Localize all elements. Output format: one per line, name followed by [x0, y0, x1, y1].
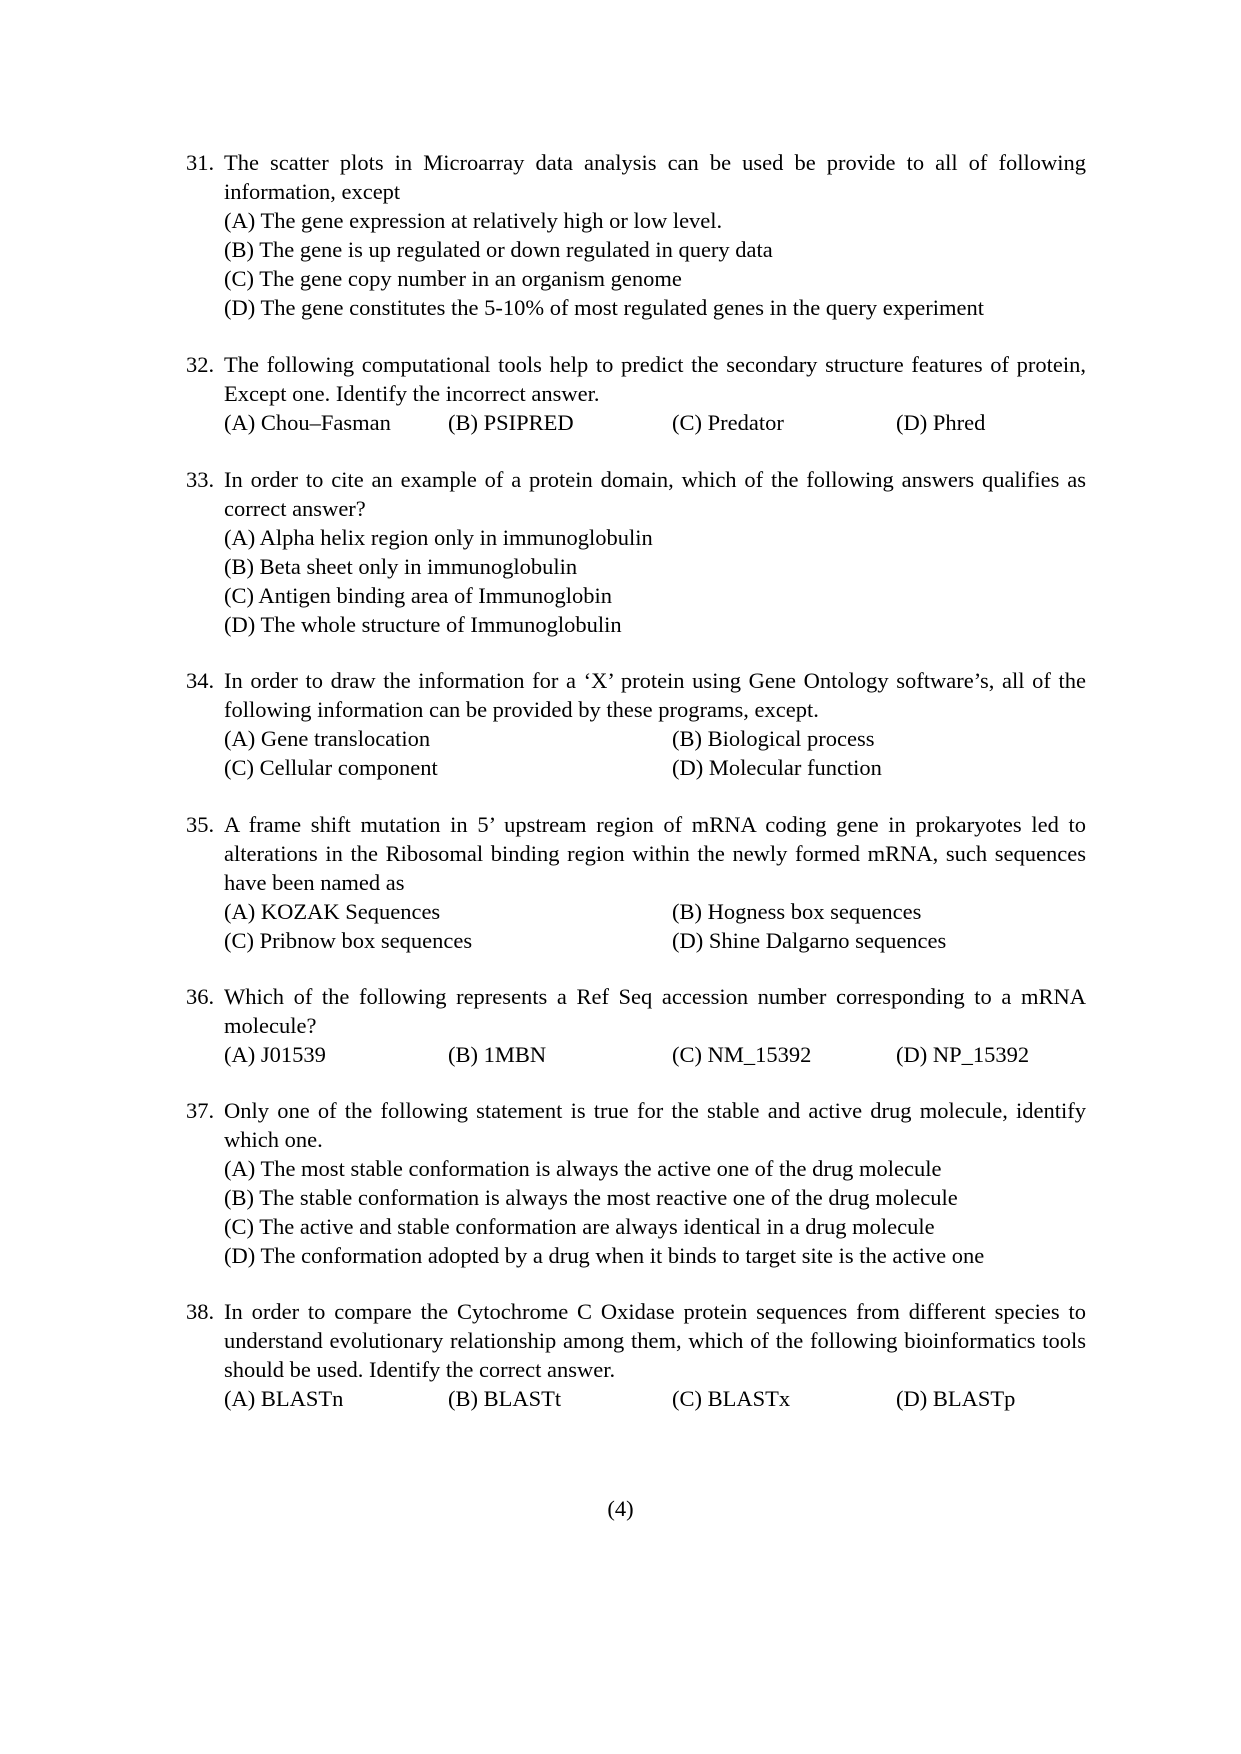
question-37 — [186, 1096, 1086, 1270]
question-32 — [186, 350, 1086, 437]
question-35 — [186, 810, 1086, 955]
option-list — [224, 1154, 1086, 1270]
question-stem: A frame shift mutation in 5’ upstream region of mRNA coding gene in prokaryotes led to alterations in the Ribosomal binding region within the newly formed mRNA, such sequences have been named as — [224, 812, 1086, 895]
option-list — [224, 408, 1086, 437]
option-list — [224, 1040, 1086, 1069]
option-d: (D) The whole structure of Immunoglobulin — [224, 612, 622, 637]
question-34 — [186, 666, 1086, 782]
option-a: (A) Alpha helix region only in immunoglobulin — [224, 525, 653, 550]
option-a: (A) J01539 — [224, 1042, 326, 1067]
option-a: (A) Chou–Fasman — [224, 410, 391, 435]
question-number: 34. — [186, 668, 215, 693]
option-a: (A) The gene expression at relatively high or low level. — [224, 208, 723, 233]
option-list — [224, 1384, 1086, 1413]
option-d: (D) NP_15392 — [896, 1042, 1030, 1067]
option-b: (B) Beta sheet only in immunoglobulin — [224, 554, 578, 579]
option-b: (B) Biological process — [672, 726, 875, 751]
page-number: (4) — [607, 1496, 634, 1521]
question-number: 35. — [186, 812, 215, 837]
option-d: (D) BLASTp — [896, 1386, 1016, 1411]
question-number: 38. — [186, 1299, 215, 1324]
option-d: (D) The conformation adopted by a drug when it binds to target site is the active one — [224, 1243, 985, 1268]
option-d: (D) Shine Dalgarno sequences — [672, 928, 947, 953]
option-c: (C) NM_15392 — [672, 1042, 812, 1067]
option-c: (C) Antigen binding area of Immunoglobin — [224, 583, 613, 608]
option-d: (D) Molecular function — [672, 755, 882, 780]
question-number: 33. — [186, 467, 215, 492]
option-a: (A) The most stable conformation is always the active one of the drug molecule — [224, 1156, 942, 1181]
question-stem: In order to draw the information for a ‘X’ protein using Gene Ontology software’s, all of the following information can be provided by these programs, except. — [224, 668, 1086, 722]
option-c: (C) BLASTx — [672, 1386, 791, 1411]
option-d: (D) Phred — [896, 410, 986, 435]
option-c: (C) The gene copy number in an organism genome — [224, 266, 682, 291]
option-list — [224, 724, 1086, 782]
option-a: (A) KOZAK Sequences — [224, 899, 441, 924]
question-stem: Only one of the following statement is true for the stable and active drug molecule, identify which one. — [224, 1098, 1086, 1152]
option-d: (D) The gene constitutes the 5-10% of most regulated genes in the query experiment — [224, 295, 984, 320]
option-b: (B) 1MBN — [448, 1042, 547, 1067]
question-number: 36. — [186, 984, 215, 1009]
question-stem: In order to cite an example of a protein domain, which of the following answers qualifies as correct answer? — [224, 467, 1086, 521]
question-number: 37. — [186, 1098, 215, 1123]
option-b: (B) BLASTt — [448, 1386, 562, 1411]
option-b: (B) PSIPRED — [448, 410, 574, 435]
option-b: (B) Hogness box sequences — [672, 899, 922, 924]
option-b: (B) The gene is up regulated or down regulated in query data — [224, 237, 773, 262]
question-36 — [186, 982, 1086, 1069]
option-c: (C) Predator — [672, 410, 784, 435]
option-list — [224, 897, 1086, 955]
question-number: 31. — [186, 150, 215, 175]
option-c: (C) The active and stable conformation are always identical in a drug molecule — [224, 1214, 935, 1239]
question-stem: The scatter plots in Microarray data analysis can be used be provide to all of following information, except — [224, 150, 1086, 204]
question-38 — [186, 1297, 1086, 1413]
question-33 — [186, 465, 1086, 639]
option-b: (B) The stable conformation is always the most reactive one of the drug molecule — [224, 1185, 958, 1210]
option-c: (C) Pribnow box sequences — [224, 928, 473, 953]
option-list — [224, 206, 1086, 322]
question-stem: The following computational tools help to predict the secondary structure features of protein, Except one. Identify the incorrect answer. — [224, 352, 1086, 406]
question-stem: Which of the following represents a Ref Seq accession number corresponding to a mRNA molecule? — [224, 984, 1086, 1038]
option-a: (A) Gene translocation — [224, 726, 431, 751]
option-list — [224, 523, 1086, 639]
option-a: (A) BLASTn — [224, 1386, 344, 1411]
question-31 — [186, 148, 1086, 322]
question-stem: In order to compare the Cytochrome C Oxidase protein sequences from different species to understand evolutionary relationship among them, which of the following bioinformatics tools should be used. Identify the correct answer. — [224, 1299, 1086, 1382]
question-number: 32. — [186, 352, 215, 377]
option-c: (C) Cellular component — [224, 755, 438, 780]
